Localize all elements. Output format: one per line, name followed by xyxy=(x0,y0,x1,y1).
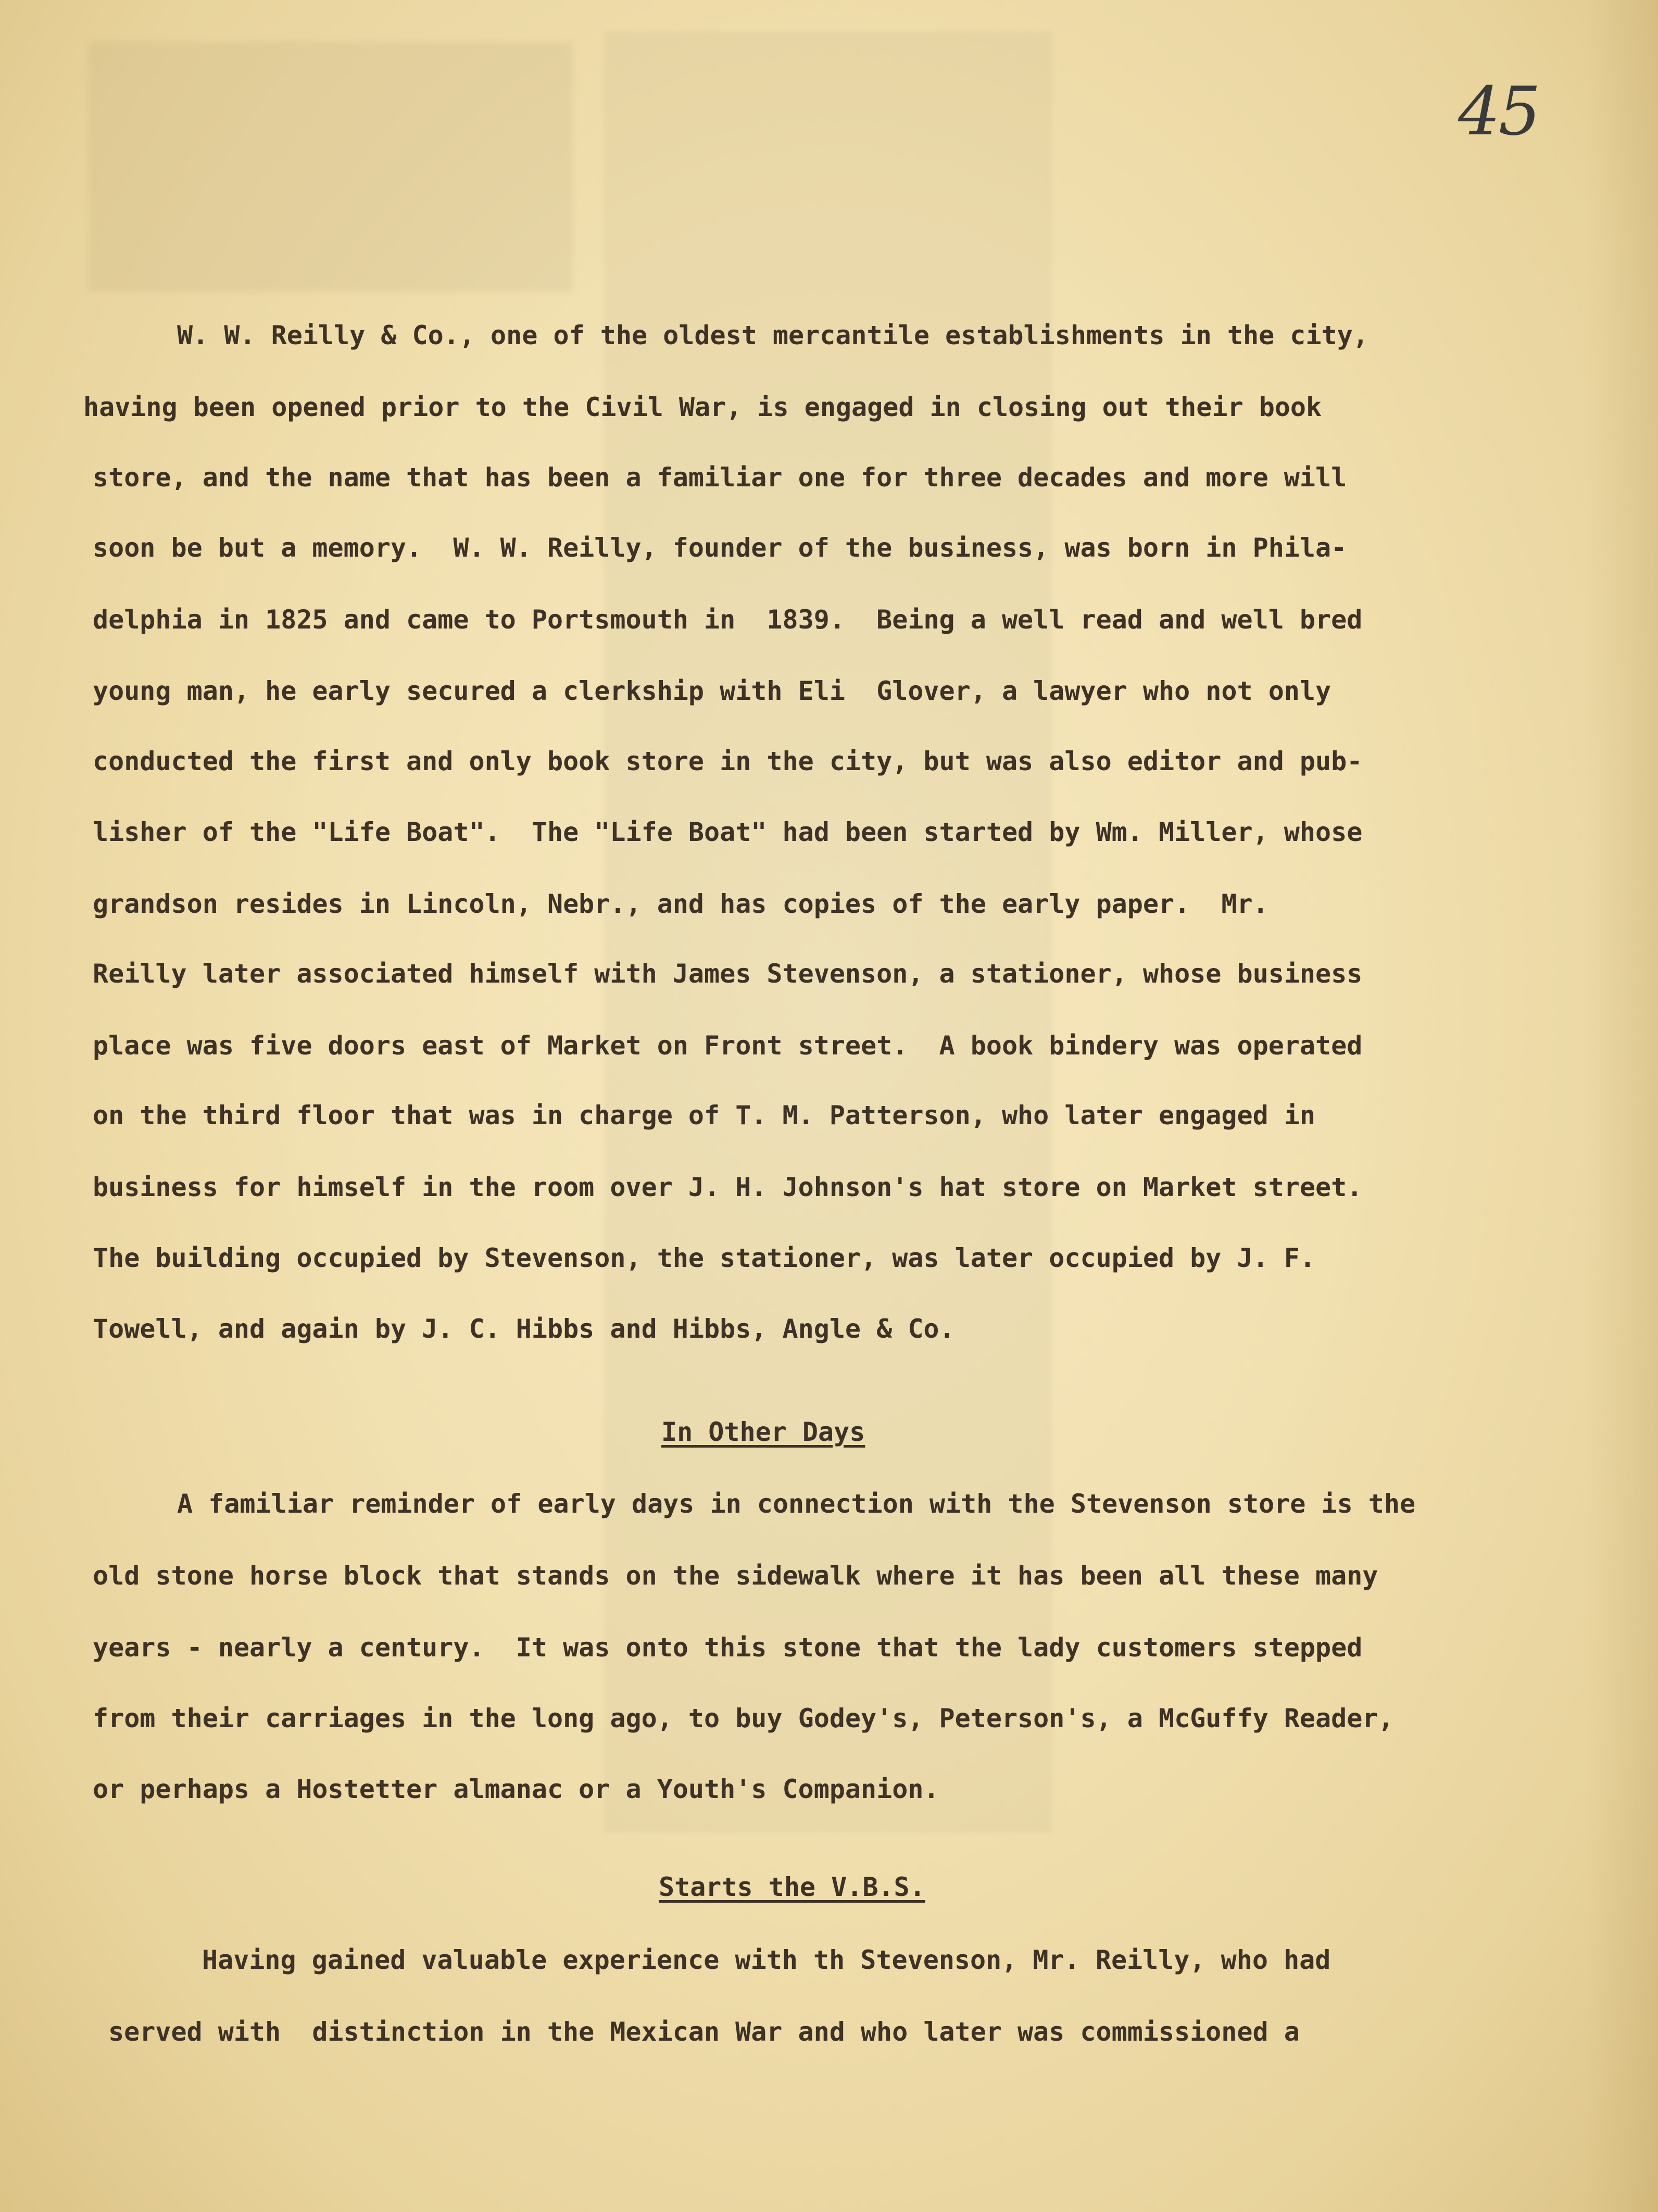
paragraph-1-line-1: W. W. Reilly & Co., one of the oldest mercantile establishments in the city, xyxy=(177,320,1368,350)
paragraph-2-line-3: years - nearly a century. It was onto this stone that the lady customers stepped xyxy=(93,1632,1363,1663)
section-heading-in-other-days: In Other Days xyxy=(661,1417,865,1447)
paragraph-1-line-13: business for himself in the room over J. H. Johnson's hat store on Market street. xyxy=(93,1172,1363,1202)
paragraph-1-line-9: grandson resides in Lincoln, Nebr., and has copies of the early paper. Mr. xyxy=(93,889,1268,919)
paragraph-1-line-6: young man, he early secured a clerkship with Eli Glover, a lawyer who not only xyxy=(93,676,1332,706)
page-edge-shading xyxy=(1585,0,1658,2212)
paragraph-1-line-7: conducted the first and only book store in the city, but was also editor and pub- xyxy=(93,746,1363,776)
paragraph-1-line-8: lisher of the "Life Boat". The "Life Boat" had been started by Wm. Miller, whose xyxy=(93,817,1363,847)
bleed-through-stain xyxy=(89,42,573,292)
paragraph-2-line-4: from their carriages in the long ago, to buy Godey's, Peterson's, a McGuffy Reader, xyxy=(93,1703,1394,1733)
paragraph-1-line-5: delphia in 1825 and came to Portsmouth in 1839. Being a well read and well bred xyxy=(93,605,1363,635)
paragraph-1-line-2: having been opened prior to the Civil War, is engaged in closing out their book xyxy=(83,392,1322,422)
paragraph-1-line-10: Reilly later associated himself with James Stevenson, a stationer, whose business xyxy=(93,959,1363,989)
page-number: 45 xyxy=(1458,73,1539,150)
paragraph-1-line-11: place was five doors east of Market on Front street. A book bindery was operated xyxy=(93,1030,1363,1061)
paragraph-1-line-4: soon be but a memory. W. W. Reilly, founder of the business, was born in Phila- xyxy=(93,533,1347,563)
paragraph-2-line-1: A familiar reminder of early days in connection with the Stevenson store is the xyxy=(177,1489,1416,1519)
paragraph-3-line-2: served with distinction in the Mexican War and who later was commissioned a xyxy=(108,2017,1300,2047)
paragraph-1-line-3: store, and the name that has been a familiar one for three decades and more will xyxy=(93,462,1347,493)
paragraph-2-line-5: or perhaps a Hostetter almanac or a Youth's Companion. xyxy=(93,1774,939,1804)
paragraph-1-line-15: Towell, and again by J. C. Hibbs and Hibbs, Angle & Co. xyxy=(93,1314,955,1344)
paragraph-3-line-1: Having gained valuable experience with th Stevenson, Mr. Reilly, who had xyxy=(202,1945,1331,1975)
paragraph-1-line-14: The building occupied by Stevenson, the stationer, was later occupied by J. F. xyxy=(93,1243,1315,1273)
paragraph-1-line-12: on the third floor that was in charge of T. M. Patterson, who later engaged in xyxy=(93,1100,1315,1130)
section-heading-starts-the-vbs: Starts the V.B.S. xyxy=(659,1872,925,1902)
paragraph-2-line-2: old stone horse block that stands on the sidewalk where it has been all these many xyxy=(93,1561,1378,1591)
